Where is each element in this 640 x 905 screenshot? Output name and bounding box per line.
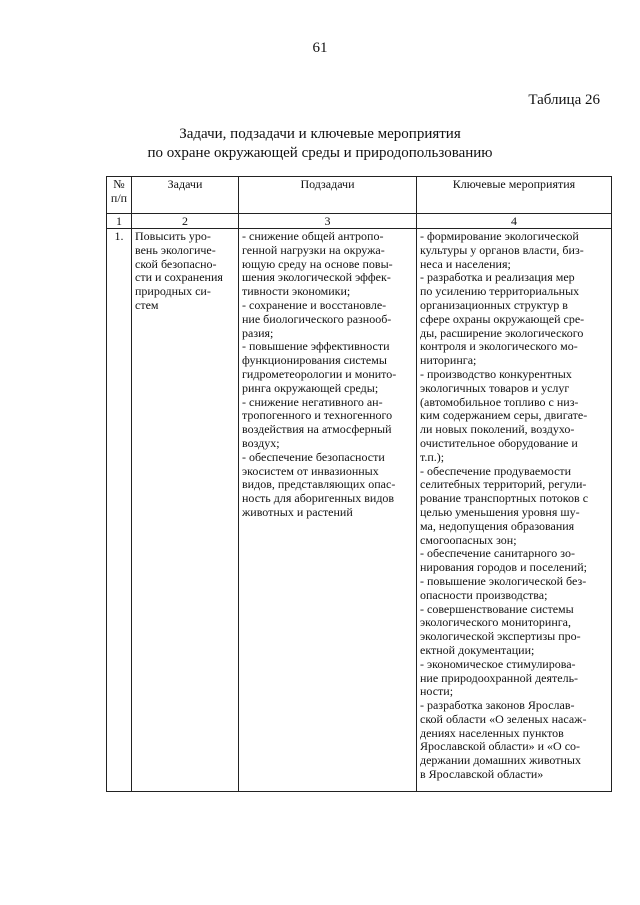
column-number-row [107, 214, 612, 229]
measure-line: - разработка законов Ярослав- [420, 698, 575, 713]
column-number: 1 [107, 214, 132, 229]
header-no: № п/п [107, 177, 132, 214]
subtask-line: - обеспечение безопасности [242, 449, 385, 464]
table-title [0, 125, 640, 163]
title-line: Задачи, подзадачи и ключевые мероприятия [179, 126, 461, 142]
measure-line: в Ярославской области» [420, 767, 544, 782]
measure-line: - обеспечение санитарного зо- [420, 546, 575, 561]
header-measures: Ключевые мероприятия [417, 177, 612, 214]
subtask-line: - повышение эффективности [242, 339, 390, 354]
measure-line: экологической экспертизы про- [420, 629, 581, 644]
measures-cell [417, 229, 612, 792]
measure-line: - разработка и реализация мер [420, 270, 575, 285]
subtask-line: функционирования системы [242, 353, 387, 368]
measure-line: по усилению территориальных [420, 284, 580, 299]
table-row [107, 229, 612, 792]
measure-line: - повышение экологической без- [420, 573, 587, 588]
task-line: стем [135, 297, 159, 312]
measure-line: т.п.); [420, 449, 445, 464]
header-row [107, 177, 612, 214]
measure-line: ской области «О зеленых насаж- [420, 711, 587, 726]
measure-line: целью уменьшения уровня шу- [420, 504, 580, 519]
subtask-line: воздействия на атмосферный [242, 422, 392, 437]
subtask-line: видов, представляющих опас- [242, 477, 396, 492]
measure-line: организационных структур в [420, 297, 568, 312]
measure-line: смогоопасных зон; [420, 532, 517, 547]
subtask-line: ющую среду на основе повы- [242, 256, 393, 271]
measure-line: (автомобильное топливо с низ- [420, 394, 579, 409]
measure-line: ниторинга; [420, 353, 477, 368]
subtask-line: генной нагрузки на окружа- [242, 242, 385, 257]
measure-line: культуры у органов власти, биз- [420, 242, 584, 257]
column-number: 2 [132, 214, 239, 229]
task-cell [132, 229, 239, 792]
measure-line: - формирование экологической [420, 229, 579, 243]
measure-line: ким содержанием серы, двигате- [420, 408, 588, 423]
measure-line: держании домашних животных [420, 753, 581, 768]
measure-line: нирования городов и поселений; [420, 560, 587, 575]
subtask-line: животных и растений [242, 504, 353, 519]
measure-line: контроля и экологического мо- [420, 339, 578, 354]
subtask-line: шения экологической эффек- [242, 270, 391, 285]
subtask-line: - снижение общей антропо- [242, 229, 384, 243]
subtask-line: разия; [242, 325, 274, 340]
task-line: природных си- [135, 284, 211, 299]
header-subtasks: Подзадачи [239, 177, 417, 214]
subtask-line: тропогенного и техногенного [242, 408, 393, 423]
page-number: 61 [312, 40, 328, 56]
measure-line: дениях населенных пунктов [420, 725, 564, 740]
subtask-line: воздух; [242, 435, 280, 450]
subtask-line: гидрометеорологии и монито- [242, 366, 397, 381]
subtask-line: ность для аборигенных видов [242, 491, 395, 506]
header-tasks: Задачи [132, 177, 239, 214]
measure-line: опасности производства; [420, 587, 548, 602]
title-line: по охране окружающей среды и природопользованию [147, 145, 493, 161]
measure-line: очистительное оборудование и [420, 435, 578, 450]
measure-line: Ярославской области» и «О со- [420, 739, 581, 754]
measure-line: экологического мониторинга, [420, 615, 571, 630]
measure-line: сфере охраны окружающей сре- [420, 311, 585, 326]
measure-line: ма, недопущения образования [420, 518, 575, 533]
subtask-line: - снижение негативного ан- [242, 394, 383, 409]
measure-line: селитебных территорий, регули- [420, 477, 587, 492]
task-line: вень экологиче- [135, 242, 216, 257]
table-label: Таблица 26 [528, 92, 600, 108]
measure-line: неса и населения; [420, 256, 511, 271]
column-number: 4 [417, 214, 612, 229]
measure-line: - обеспечение продуваемости [420, 463, 572, 478]
measure-line: ности; [420, 684, 454, 699]
task-line: Повысить уро- [135, 229, 211, 243]
measure-line: рование транспортных потоков с [420, 491, 589, 506]
measure-line: ды, расширение экологического [420, 325, 584, 340]
measure-line: - производство конкурентных [420, 366, 572, 381]
task-line: сти и сохранения [135, 270, 223, 285]
measure-line: ние природоохранной деятель- [420, 670, 579, 685]
subtask-line: экосистем от инвазионных [242, 463, 379, 478]
measure-line: - совершенствование системы [420, 601, 574, 616]
subtask-line: ринга окружающей среды; [242, 380, 379, 395]
measure-line: ектной документации; [420, 642, 535, 657]
tasks-table [106, 176, 612, 792]
subtask-line: - сохранение и восстановле- [242, 297, 387, 312]
measure-line: ли новых поколений, воздухо- [420, 422, 575, 437]
subtask-line: ние биологического разнооб- [242, 311, 392, 326]
measure-line: - экономическое стимулирова- [420, 656, 576, 671]
column-number: 3 [239, 214, 417, 229]
subtasks-cell [239, 229, 417, 792]
measure-line: экологичных товаров и услуг [420, 380, 570, 395]
task-line: ской безопасно- [135, 256, 217, 271]
subtask-line: тивности экономики; [242, 284, 351, 299]
row-number: 1. [107, 229, 132, 792]
